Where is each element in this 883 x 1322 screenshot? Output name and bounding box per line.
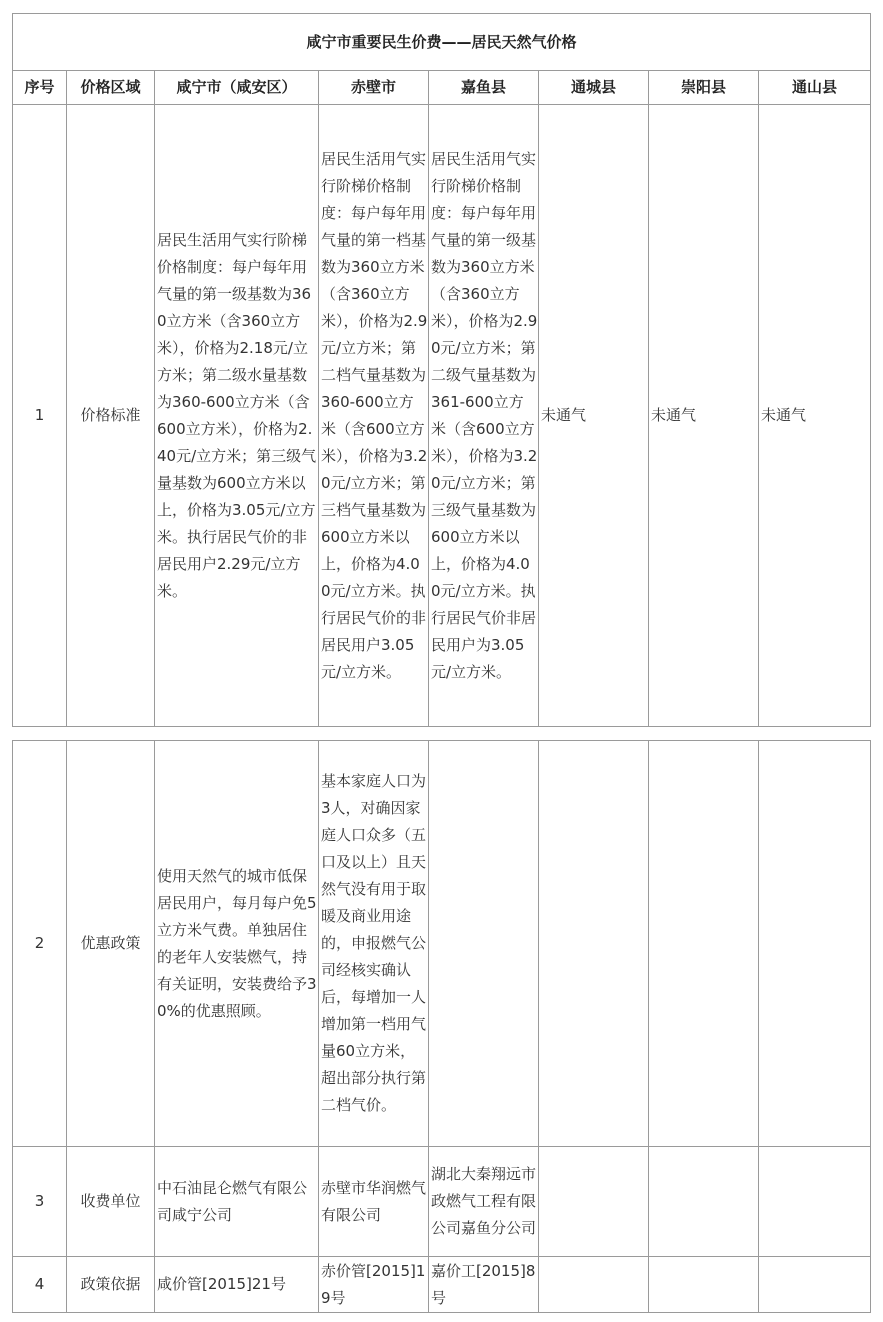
header-xianning: 咸宁市（咸安区） — [155, 71, 319, 105]
gas-price-table-part2 — [12, 740, 871, 1313]
cell-xianning: 使用天然气的城市低保居民用户，每月每户免5立方米气费。单独居住的老年人安装燃气，持有关证明，安装费给予30%的优惠照顾。 — [155, 741, 319, 1147]
header-jiayu: 嘉鱼县 — [429, 71, 539, 105]
table-row — [13, 1147, 871, 1257]
cell-chibi: 居民生活用气实行阶梯价格制度：每户每年用气量的第一档基数为360立方米（含360立方米），价格为2.9元/立方米；第二档气量基数为360-600立方米（含600立方米），价格为3.20元/立方米；第三档气量基数为600立方米以上，价格为4.00元/立方米。执行居民气价的非居民用户3.05元/立方米。 — [319, 105, 429, 727]
table-row — [13, 105, 871, 727]
header-region: 价格区域 — [67, 71, 155, 105]
cell-tongcheng — [539, 1257, 649, 1313]
row-no: 4 — [13, 1257, 67, 1313]
cell-jiayu: 湖北大秦翔远市政燃气工程有限公司嘉鱼分公司 — [429, 1147, 539, 1257]
row-item: 优惠政策 — [67, 741, 155, 1147]
cell-tongshan — [759, 1147, 871, 1257]
gas-price-table-part1 — [12, 13, 871, 727]
table-row — [13, 741, 871, 1147]
cell-chibi: 赤价管[2015]19号 — [319, 1257, 429, 1313]
row-item: 价格标准 — [67, 105, 155, 727]
row-no: 3 — [13, 1147, 67, 1257]
table-row — [13, 1257, 871, 1313]
cell-tongshan — [759, 741, 871, 1147]
header-row — [13, 71, 871, 105]
row-no: 2 — [13, 741, 67, 1147]
cell-chibi: 基本家庭人口为3人，对确因家庭人口众多（五口及以上）且天然气没有用于取暖及商业用途的，申报燃气公司经核实确认后，每增加一人增加第一档用气量60立方米，超出部分执行第二档气价。 — [319, 741, 429, 1147]
cell-xianning: 中石油昆仑燃气有限公司咸宁公司 — [155, 1147, 319, 1257]
cell-tongshan — [759, 1257, 871, 1313]
cell-tongcheng — [539, 741, 649, 1147]
row-item: 政策依据 — [67, 1257, 155, 1313]
cell-chongyang: 未通气 — [649, 105, 759, 727]
cell-jiayu — [429, 741, 539, 1147]
cell-tongcheng: 未通气 — [539, 105, 649, 727]
header-no: 序号 — [13, 71, 67, 105]
table-title: 咸宁市重要民生价费——居民天然气价格 — [13, 14, 871, 71]
header-chongyang: 崇阳县 — [649, 71, 759, 105]
cell-chibi: 赤壁市华润燃气有限公司 — [319, 1147, 429, 1257]
cell-xianning: 咸价管[2015]21号 — [155, 1257, 319, 1313]
cell-chongyang — [649, 1257, 759, 1313]
cell-jiayu: 嘉价工[2015]8号 — [429, 1257, 539, 1313]
cell-tongshan: 未通气 — [759, 105, 871, 727]
header-tongcheng: 通城县 — [539, 71, 649, 105]
cell-tongcheng — [539, 1147, 649, 1257]
header-tongshan: 通山县 — [759, 71, 871, 105]
row-item: 收费单位 — [67, 1147, 155, 1257]
row-no: 1 — [13, 105, 67, 727]
header-chibi: 赤壁市 — [319, 71, 429, 105]
cell-jiayu: 居民生活用气实行阶梯价格制度：每户每年用气量的第一级基数为360立方米（含360立方米），价格为2.90元/立方米；第二级气量基数为361-600立方米（含600立方米），价格为3.20元/立方米；第三级气量基数为600立方米以上，价格为4.00元/立方米。执行居民气价非居民用户为3.05元/立方米。 — [429, 105, 539, 727]
cell-chongyang — [649, 1147, 759, 1257]
cell-xianning: 居民生活用气实行阶梯价格制度：每户每年用气量的第一级基数为360立方米（含360立方米），价格为2.18元/立方米；第二级水量基数为360-600立方米（含600立方米），价格为2.40元/立方米；第三级气量基数为600立方米以上，价格为3.05元/立方米。执行居民气价的非居民用户2.29元/立方米。 — [155, 105, 319, 727]
cell-chongyang — [649, 741, 759, 1147]
